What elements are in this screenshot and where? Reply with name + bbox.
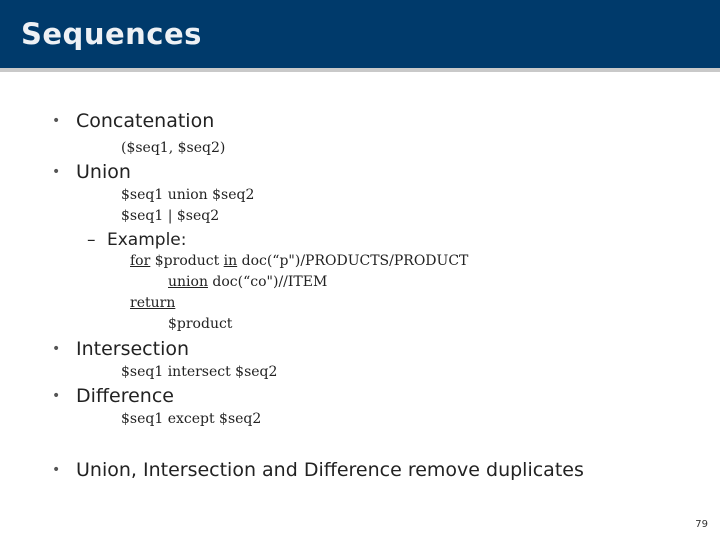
example-line-3 — [130, 295, 175, 311]
sub-bullet-example — [87, 230, 186, 250]
bullet-dot: • — [52, 462, 61, 478]
example-line-4: $product — [168, 316, 233, 332]
bullet-union — [52, 161, 131, 183]
keyword-return: return — [130, 295, 176, 311]
code-text: doc(“co")//ITEM — [207, 274, 328, 290]
example-line-1 — [130, 253, 468, 269]
code-concatenation: ($seq1, $seq2) — [121, 140, 226, 156]
code-text: doc(“p")/PRODUCTS/PRODUCT — [237, 253, 469, 269]
code-text: $product — [150, 253, 224, 269]
slide-title: Sequences — [21, 17, 202, 51]
code-union-1: $seq1 union $seq2 — [121, 187, 255, 203]
bullet-dot: • — [52, 113, 61, 129]
page-number: 79 — [695, 519, 708, 530]
code-intersection: $seq1 intersect $seq2 — [121, 364, 278, 380]
bullet-dot: • — [52, 164, 61, 180]
code-difference: $seq1 except $seq2 — [121, 411, 262, 427]
bullet-difference — [52, 385, 174, 407]
code-union-2: $seq1 | $seq2 — [121, 208, 220, 224]
bullet-remove-duplicates — [52, 459, 584, 481]
bullet-label: Union — [76, 161, 131, 183]
bullet-dot: • — [52, 388, 61, 404]
bullet-dot: • — [52, 341, 61, 357]
bullet-label: Concatenation — [76, 110, 215, 132]
dash-glyph: – — [87, 230, 96, 250]
bullet-label: Intersection — [76, 338, 190, 360]
sub-bullet-label: Example: — [107, 230, 187, 250]
bullet-label: Union, Intersection and Difference remove duplicates — [76, 459, 584, 481]
keyword-union: union — [168, 274, 208, 290]
title-bar — [0, 0, 720, 72]
bullet-label: Difference — [76, 385, 174, 407]
keyword-for: for — [130, 253, 151, 269]
example-line-2 — [168, 274, 327, 290]
keyword-in: in — [223, 253, 238, 269]
bullet-concatenation — [52, 110, 214, 132]
bullet-intersection — [52, 338, 189, 360]
